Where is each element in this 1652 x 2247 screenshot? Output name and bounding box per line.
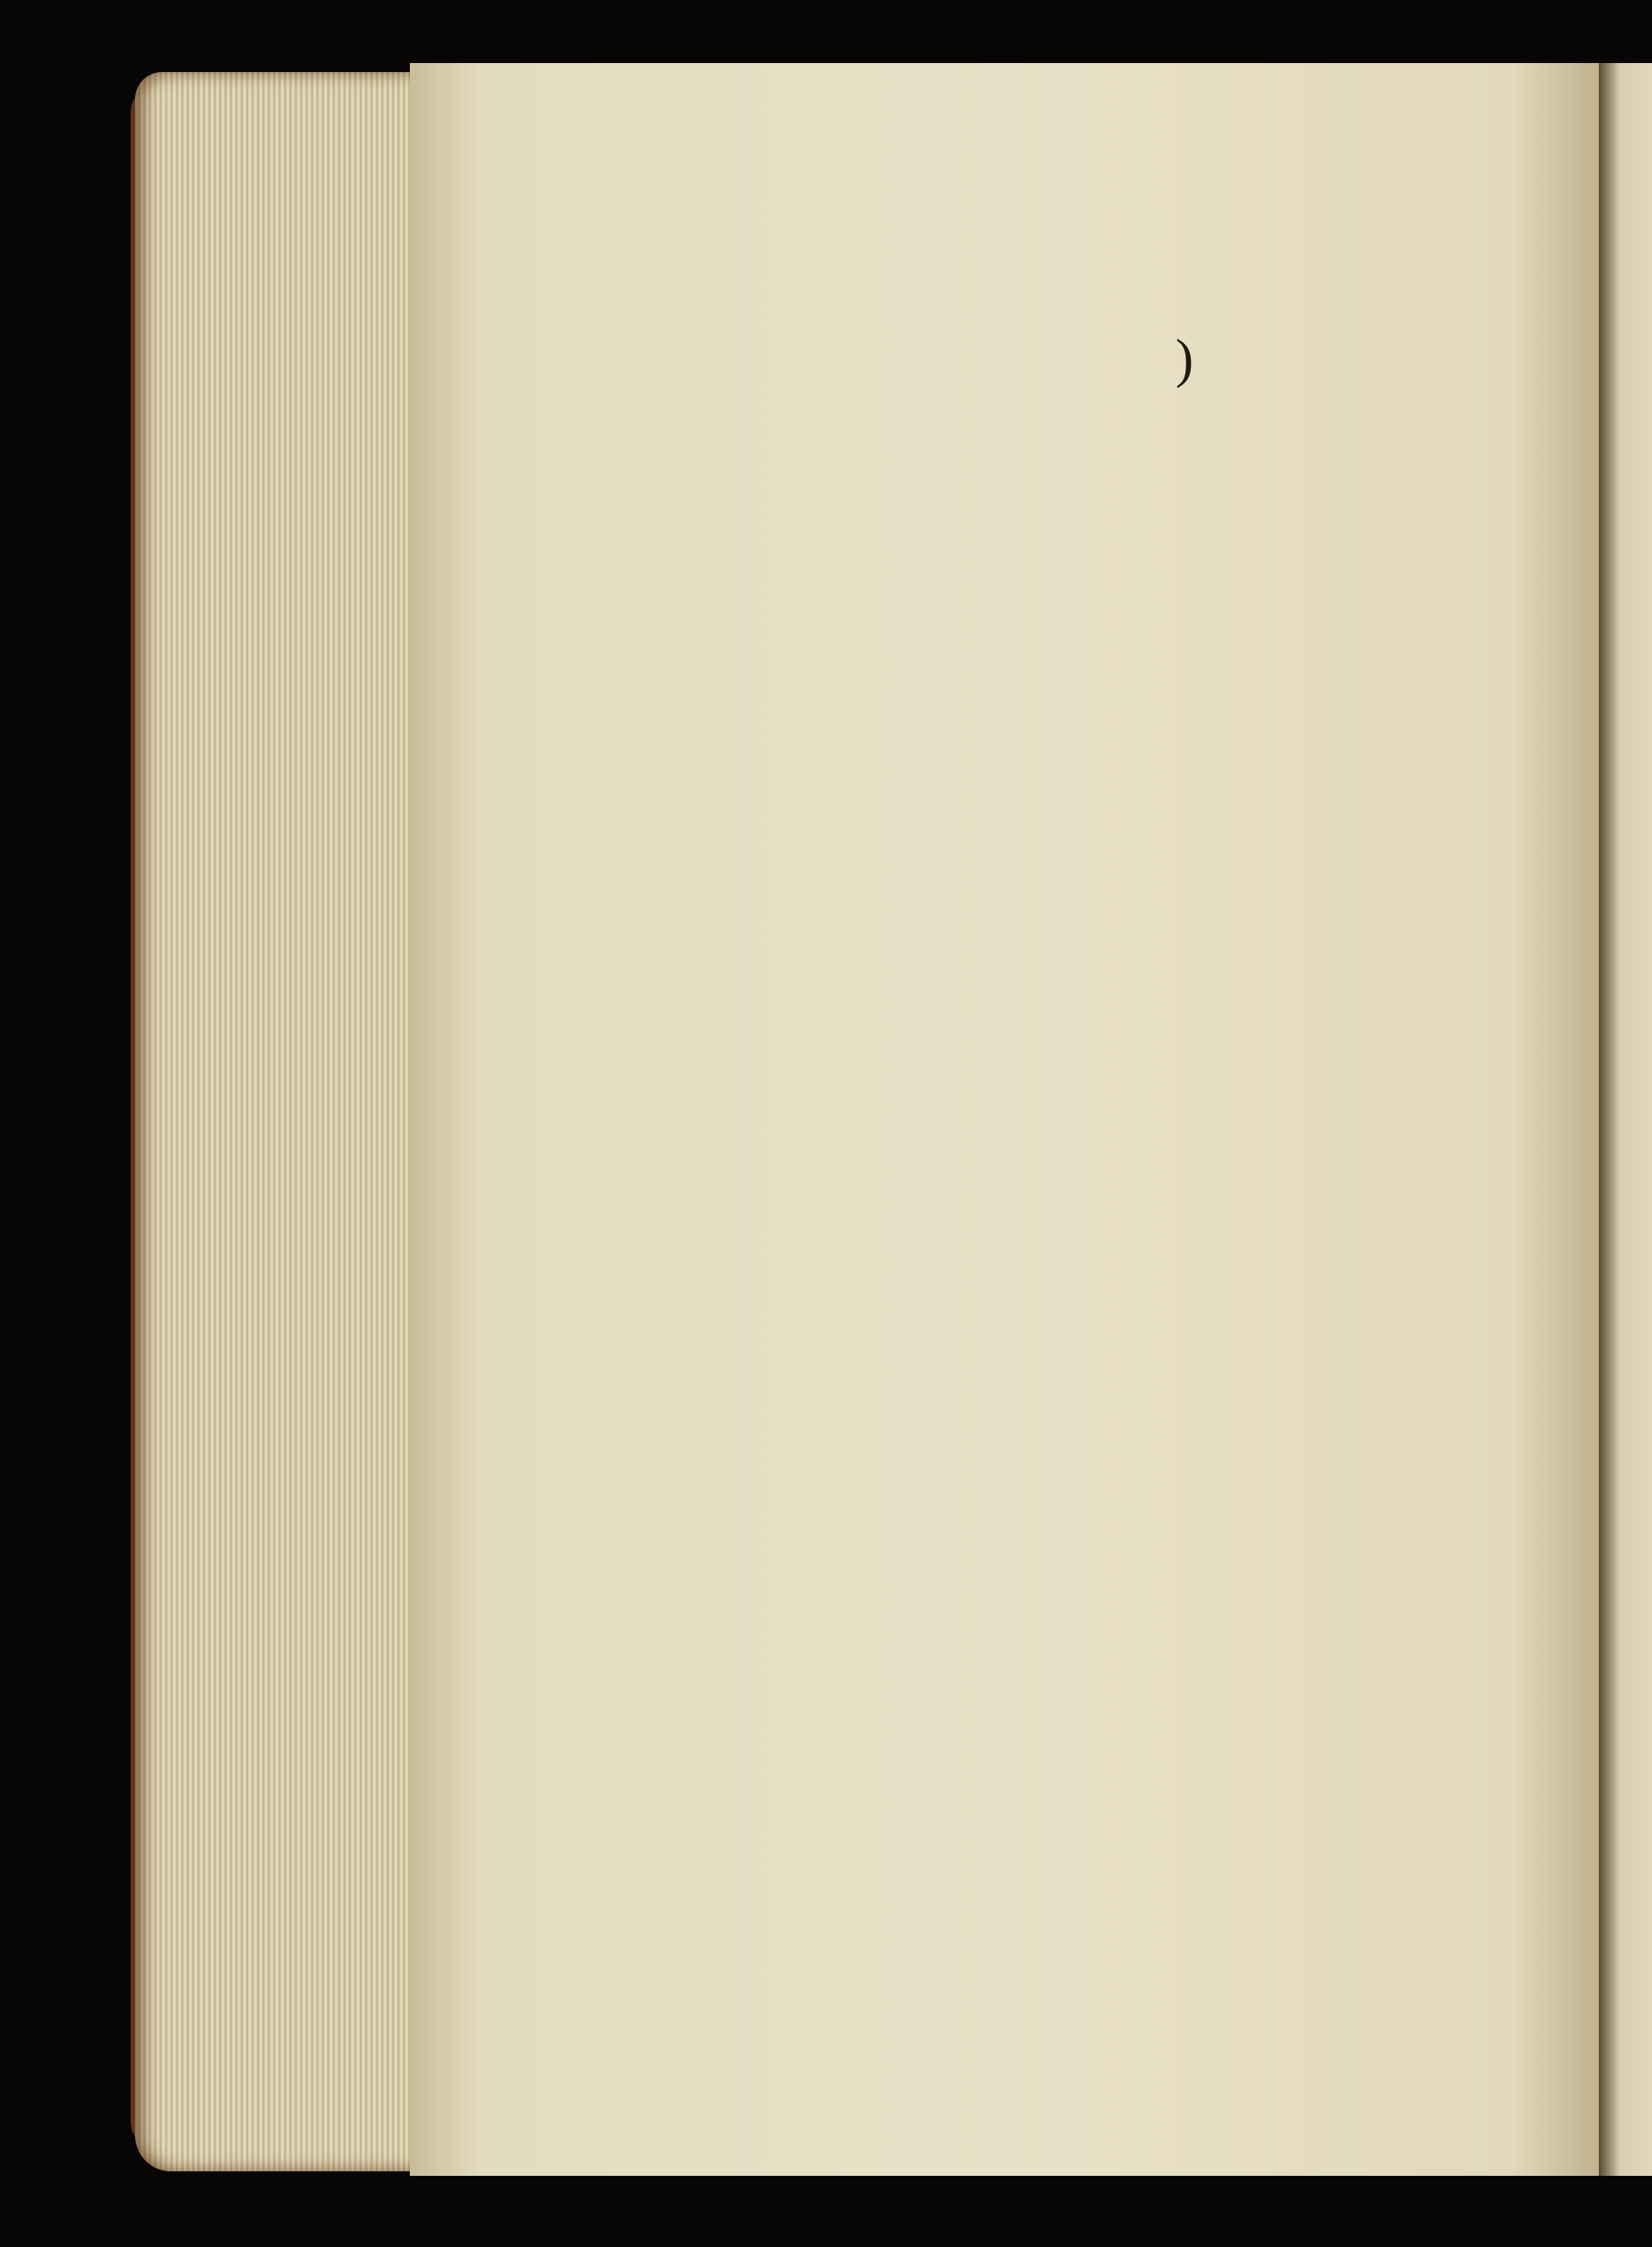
- italian-line: [671, 320, 1175, 359]
- italian-line: [671, 359, 1175, 397]
- german-line: [1212, 320, 1522, 359]
- paired-entry: [595, 320, 1522, 397]
- german-line: [1212, 359, 1522, 397]
- bracket-glyph: ): [1175, 329, 1194, 388]
- proverb-text: [595, 320, 1522, 397]
- paired-italian: [595, 320, 1175, 397]
- page-header: [950, 230, 1203, 284]
- facing-page-edge: [1599, 63, 1652, 2176]
- page-edges: [135, 72, 432, 2171]
- paired-german: [1212, 320, 1522, 397]
